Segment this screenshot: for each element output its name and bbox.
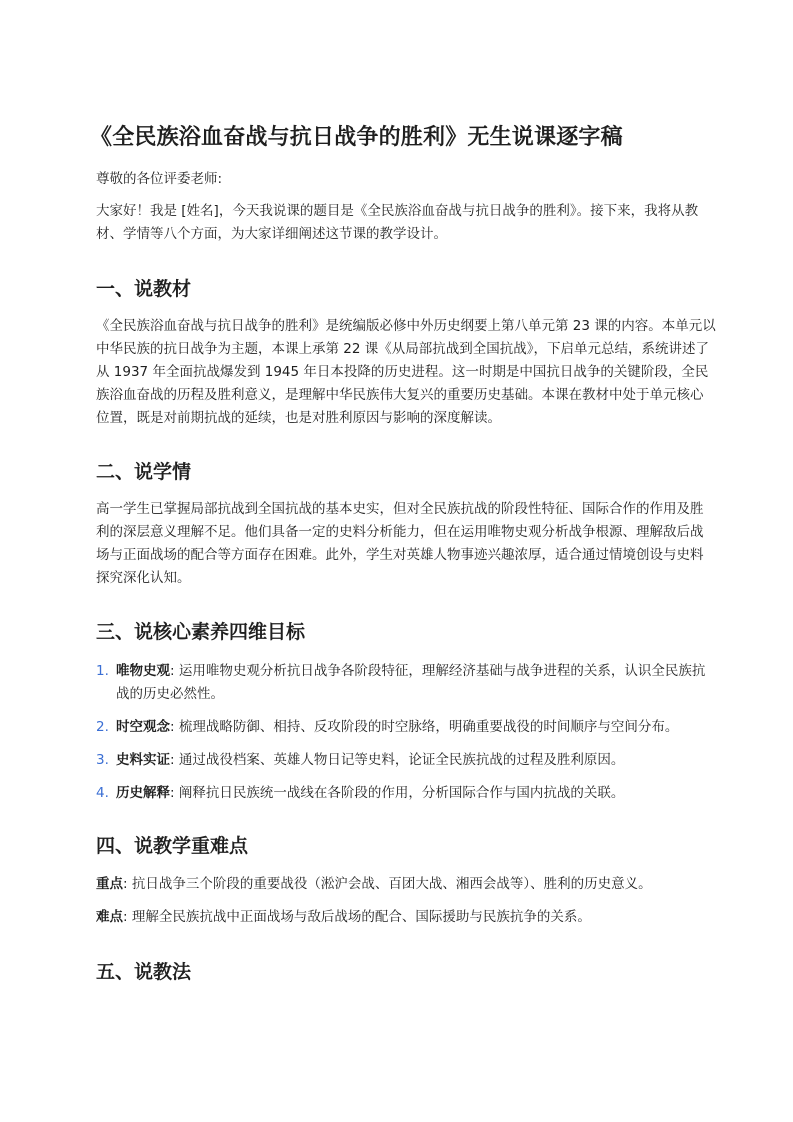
document-page xyxy=(90,118,716,986)
goal-text: : 通过战役档案、英雄人物日记等史料，论证全民族抗战的过程及胜利原因。 xyxy=(170,752,625,768)
section-heading-students: 二、说学情 xyxy=(96,461,192,483)
greeting-paragraph: 尊敬的各位评委老师: xyxy=(96,171,223,187)
goal-number: 1. xyxy=(96,663,109,679)
section-heading-textbook: 一、说教材 xyxy=(96,278,192,300)
goal-text: : 运用唯物史观分析抗日战争各阶段特征，理解经济基础与战争进程的关系，认识全民族抗战的历史必然性。 xyxy=(116,663,706,702)
section-heading-key-points: 四、说教学重难点 xyxy=(96,835,249,857)
goal-term: 史料实证 xyxy=(116,752,170,768)
goal-number: 4. xyxy=(96,785,109,801)
section-heading-methods: 五、说教法 xyxy=(96,961,192,983)
goal-term: 历史解释 xyxy=(116,785,170,801)
goal-number: 2. xyxy=(96,719,109,735)
goals-list xyxy=(96,660,716,805)
goal-term: 唯物史观 xyxy=(116,663,170,679)
section-heading-goals: 三、说核心素养四维目标 xyxy=(96,621,306,643)
goal-item-evidence xyxy=(96,749,716,772)
key-point-line xyxy=(96,873,716,896)
difficulty-line xyxy=(96,906,716,929)
goal-term: 时空观念 xyxy=(116,719,170,735)
goal-item-materialism xyxy=(96,660,716,706)
difficulty-text: : 理解全民族抗战中正面战场与敌后战场的配合、国际援助与民族抗争的关系。 xyxy=(123,909,591,925)
goal-item-spacetime xyxy=(96,716,716,739)
key-point-label: 重点 xyxy=(96,876,123,892)
goal-text: : 梳理战略防御、相持、反攻阶段的时空脉络，明确重要战役的时间顺序与空间分布。 xyxy=(170,719,679,735)
difficulty-label: 难点 xyxy=(96,909,123,925)
document-title: 《全民族浴血奋战与抗日战争的胜利》无生说课逐字稿 xyxy=(90,125,623,150)
intro-paragraph: 大家好！我是 [姓名]，今天我说课的题目是《全民族浴血奋战与抗日战争的胜利》。接下来，我将从教材、学情等八个方面，为大家详细阐述这节课的教学设计。 xyxy=(96,203,699,242)
goal-number: 3. xyxy=(96,752,109,768)
key-point-text: : 抗日战争三个阶段的重要战役（淞沪会战、百团大战、湘西会战等）、胜利的历史意义。 xyxy=(123,876,652,892)
goal-text: : 阐释抗日民族统一战线在各阶段的作用，分析国际合作与国内抗战的关联。 xyxy=(170,785,625,801)
students-paragraph: 高一学生已掌握局部抗战到全国抗战的基本史实，但对全民族抗战的阶段性特征、国际合作的作用及胜利的深层意义理解不足。他们具备一定的史料分析能力，但在运用唯物史观分析战争根源、理解敌后战场与正面战场的配合等方面存在困难。此外，学生对英雄人物事迹兴趣浓厚，适合通过情境创设与史料探究深化认知。 xyxy=(96,501,704,586)
textbook-paragraph: 《全民族浴血奋战与抗日战争的胜利》是统编版必修中外历史纲要上第八单元第 23 课的内容。本单元以中华民族的抗日战争为主题，本课上承第 22 课《从局部抗战到全国抗战》，下启单元总结，系统讲述了从 1937 年全面抗战爆发到 1945 年日本投降的历史进程。这一时期是中国抗日战争的关键阶段，全民族浴血奋战的历程及胜利意义，是理解中华民族伟大复兴的重要历史基础。本课在教材中处于单元核心位置，既是对前期抗战的延续，也是对胜利原因与影响的深度解读。 xyxy=(96,318,716,426)
goal-item-interpretation xyxy=(96,782,716,805)
